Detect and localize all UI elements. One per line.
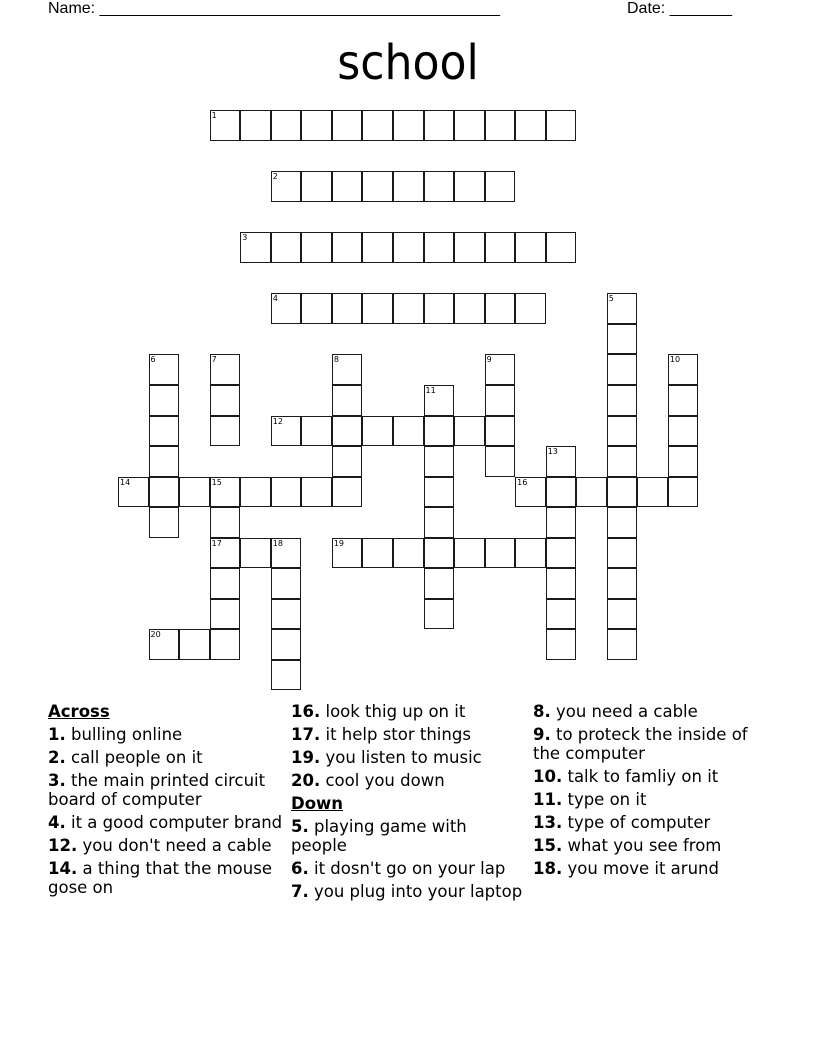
clue-text: cool you down bbox=[320, 771, 445, 790]
clue-text: you don't need a cable bbox=[77, 836, 272, 855]
grid-cell[interactable] bbox=[454, 171, 485, 202]
clue-number-label: 12. bbox=[48, 836, 78, 855]
grid-cell[interactable] bbox=[485, 354, 516, 385]
grid-cell[interactable] bbox=[332, 232, 363, 263]
grid-cell[interactable] bbox=[149, 354, 180, 385]
clue-column-3 bbox=[533, 702, 773, 882]
grid-cell[interactable] bbox=[454, 293, 485, 324]
grid-cell[interactable] bbox=[332, 538, 363, 569]
grid-cell[interactable] bbox=[607, 416, 638, 447]
grid-cell[interactable] bbox=[607, 568, 638, 599]
grid-cell[interactable] bbox=[271, 660, 302, 691]
clue-number-label: 8. bbox=[533, 702, 551, 721]
grid-cell[interactable] bbox=[607, 446, 638, 477]
grid-cell[interactable] bbox=[668, 416, 699, 447]
down-clue bbox=[533, 836, 773, 855]
clue-number: 6 bbox=[150, 355, 156, 365]
grid-cell[interactable] bbox=[393, 171, 424, 202]
across-clue bbox=[48, 836, 284, 855]
grid-cell[interactable] bbox=[607, 507, 638, 538]
clue-number: 4 bbox=[272, 294, 278, 304]
across-clue bbox=[48, 725, 284, 744]
grid-cell[interactable] bbox=[210, 416, 241, 447]
grid-cell[interactable] bbox=[240, 538, 271, 569]
clue-column-1 bbox=[48, 702, 284, 901]
grid-cell[interactable] bbox=[515, 232, 546, 263]
name-field-label: Name: _____________________________________________ bbox=[48, 0, 500, 17]
grid-cell[interactable] bbox=[332, 110, 363, 141]
grid-cell[interactable] bbox=[240, 232, 271, 263]
grid-cell[interactable] bbox=[210, 477, 241, 508]
grid-cell[interactable] bbox=[424, 232, 455, 263]
clue-number: 20 bbox=[150, 630, 161, 640]
grid-cell[interactable] bbox=[607, 477, 638, 508]
grid-cell[interactable] bbox=[424, 507, 455, 538]
clue-number: 13 bbox=[547, 447, 558, 457]
grid-cell[interactable] bbox=[179, 477, 210, 508]
grid-cell[interactable] bbox=[240, 110, 271, 141]
grid-cell[interactable] bbox=[546, 629, 577, 660]
grid-cell[interactable] bbox=[424, 477, 455, 508]
grid-cell[interactable] bbox=[454, 416, 485, 447]
clue-text: type of computer bbox=[562, 813, 711, 832]
clue-number: 15 bbox=[211, 477, 222, 487]
grid-cell[interactable] bbox=[271, 293, 302, 324]
grid-cell[interactable] bbox=[210, 599, 241, 630]
grid-cell[interactable] bbox=[515, 293, 546, 324]
grid-cell[interactable] bbox=[424, 171, 455, 202]
grid-cell[interactable] bbox=[546, 110, 577, 141]
clue-number-label: 3. bbox=[48, 771, 66, 790]
across-clue bbox=[48, 748, 284, 767]
grid-cell[interactable] bbox=[271, 110, 302, 141]
clue-column-2 bbox=[291, 702, 523, 905]
grid-cell[interactable] bbox=[546, 507, 577, 538]
down-clue bbox=[291, 817, 523, 855]
grid-cell[interactable] bbox=[210, 507, 241, 538]
down-clue bbox=[291, 859, 523, 878]
clue-number-label: 10. bbox=[533, 767, 563, 786]
grid-cell[interactable] bbox=[546, 446, 577, 477]
grid-cell[interactable] bbox=[362, 232, 393, 263]
clue-number: 8 bbox=[333, 355, 339, 365]
grid-cell[interactable] bbox=[271, 568, 302, 599]
clue-number-label: 9. bbox=[533, 725, 551, 744]
clue-number-label: 13. bbox=[533, 813, 563, 832]
clue-number-label: 17. bbox=[291, 725, 321, 744]
clue-number-label: 7. bbox=[291, 882, 309, 901]
clue-number: 16 bbox=[517, 477, 528, 487]
clue-text: you move it arund bbox=[562, 859, 719, 878]
grid-cell[interactable] bbox=[179, 629, 210, 660]
clue-number-label: 6. bbox=[291, 859, 309, 878]
grid-cell[interactable] bbox=[424, 416, 455, 447]
clue-text: the main printed circuit board of computer bbox=[48, 771, 266, 809]
puzzle-title: school bbox=[337, 35, 479, 91]
clue-text: talk to famliy on it bbox=[562, 767, 719, 786]
across-clue bbox=[291, 771, 523, 790]
grid-cell[interactable] bbox=[210, 629, 241, 660]
grid-cell[interactable] bbox=[454, 110, 485, 141]
clue-number: 19 bbox=[333, 538, 345, 548]
clue-text: playing game with people bbox=[291, 817, 467, 855]
clue-text: call people on it bbox=[65, 748, 203, 767]
down-clue bbox=[533, 859, 773, 878]
clue-number: 11 bbox=[425, 385, 436, 395]
grid-cell[interactable] bbox=[149, 416, 180, 447]
clue-text: you listen to music bbox=[320, 748, 482, 767]
across-heading: Across bbox=[48, 702, 110, 721]
clue-number-label: 20. bbox=[291, 771, 321, 790]
grid-cell[interactable] bbox=[332, 446, 363, 477]
grid-cell[interactable] bbox=[607, 629, 638, 660]
grid-cell[interactable] bbox=[485, 171, 516, 202]
grid-cell[interactable] bbox=[424, 446, 455, 477]
clue-text: type on it bbox=[562, 790, 647, 809]
grid-cell[interactable] bbox=[362, 110, 393, 141]
grid-cell[interactable] bbox=[332, 385, 363, 416]
grid-cell[interactable] bbox=[271, 416, 302, 447]
grid-cell[interactable] bbox=[301, 477, 332, 508]
grid-cell[interactable] bbox=[210, 354, 241, 385]
clue-text: look thig up on it bbox=[320, 702, 466, 721]
grid-cell[interactable] bbox=[424, 568, 455, 599]
grid-cell[interactable] bbox=[301, 293, 332, 324]
grid-cell[interactable] bbox=[301, 416, 332, 447]
clue-number: 2 bbox=[272, 172, 278, 182]
grid-cell[interactable] bbox=[485, 110, 516, 141]
grid-cell[interactable] bbox=[546, 538, 577, 569]
grid-cell[interactable] bbox=[546, 232, 577, 263]
grid-cell[interactable] bbox=[271, 232, 302, 263]
grid-cell[interactable] bbox=[362, 293, 393, 324]
down-clue bbox=[533, 767, 773, 786]
clue-text: to proteck the inside of the computer bbox=[533, 725, 748, 763]
grid-cell[interactable] bbox=[149, 507, 180, 538]
grid-cell[interactable] bbox=[515, 110, 546, 141]
grid-cell[interactable] bbox=[149, 385, 180, 416]
grid-cell[interactable] bbox=[393, 416, 424, 447]
clue-number: 10 bbox=[669, 355, 681, 365]
grid-cell[interactable] bbox=[149, 446, 180, 477]
clue-text: bulling online bbox=[65, 725, 183, 744]
grid-cell[interactable] bbox=[424, 110, 455, 141]
grid-cell[interactable] bbox=[393, 538, 424, 569]
grid-cell[interactable] bbox=[668, 354, 699, 385]
clue-number: 14 bbox=[120, 477, 131, 487]
grid-cell[interactable] bbox=[485, 416, 516, 447]
grid-cell[interactable] bbox=[485, 293, 516, 324]
clue-number-label: 11. bbox=[533, 790, 563, 809]
down-clue bbox=[291, 882, 523, 901]
grid-cell[interactable] bbox=[332, 171, 363, 202]
grid-cell[interactable] bbox=[668, 446, 699, 477]
grid-cell[interactable] bbox=[668, 477, 699, 508]
clue-number-label: 5. bbox=[291, 817, 309, 836]
grid-cell[interactable] bbox=[210, 538, 241, 569]
grid-cell[interactable] bbox=[240, 477, 271, 508]
grid-cell[interactable] bbox=[485, 232, 516, 263]
grid-cell[interactable] bbox=[576, 477, 607, 508]
clue-number-label: 1. bbox=[48, 725, 66, 744]
grid-cell[interactable] bbox=[301, 232, 332, 263]
across-clue bbox=[48, 771, 284, 809]
grid-cell[interactable] bbox=[424, 538, 455, 569]
clue-text: you plug into your laptop bbox=[308, 882, 523, 901]
grid-cell[interactable] bbox=[454, 232, 485, 263]
grid-cell[interactable] bbox=[485, 446, 516, 477]
grid-cell[interactable] bbox=[393, 293, 424, 324]
clue-number-label: 16. bbox=[291, 702, 321, 721]
down-heading: Down bbox=[291, 794, 344, 813]
grid-cell[interactable] bbox=[637, 477, 668, 508]
grid-cell[interactable] bbox=[424, 599, 455, 630]
clue-text: what you see from bbox=[562, 836, 722, 855]
grid-cell[interactable] bbox=[607, 385, 638, 416]
across-clue bbox=[48, 859, 284, 897]
grid-cell[interactable] bbox=[301, 110, 332, 141]
grid-cell[interactable] bbox=[362, 538, 393, 569]
grid-cell[interactable] bbox=[332, 293, 363, 324]
clue-number-label: 15. bbox=[533, 836, 563, 855]
grid-cell[interactable] bbox=[607, 538, 638, 569]
clue-number: 7 bbox=[211, 355, 217, 365]
grid-cell[interactable] bbox=[149, 477, 180, 508]
grid-cell[interactable] bbox=[393, 110, 424, 141]
clue-text: it help stor things bbox=[320, 725, 471, 744]
down-clue bbox=[533, 725, 773, 763]
grid-cell[interactable] bbox=[515, 538, 546, 569]
grid-cell[interactable] bbox=[362, 171, 393, 202]
grid-cell[interactable] bbox=[332, 354, 363, 385]
grid-cell[interactable] bbox=[607, 324, 638, 355]
down-clue bbox=[533, 702, 773, 721]
grid-cell[interactable] bbox=[118, 477, 149, 508]
clue-number-label: 18. bbox=[533, 859, 563, 878]
clue-number: 1 bbox=[211, 111, 217, 120]
grid-cell[interactable] bbox=[271, 171, 302, 202]
clue-text: it a good computer brand bbox=[65, 813, 283, 832]
across-clue bbox=[291, 748, 523, 767]
across-clue bbox=[291, 702, 523, 721]
grid-cell[interactable] bbox=[271, 629, 302, 660]
grid-cell[interactable] bbox=[271, 477, 302, 508]
grid-cell[interactable] bbox=[424, 293, 455, 324]
grid-cell[interactable] bbox=[668, 385, 699, 416]
grid-cell[interactable] bbox=[515, 477, 546, 508]
grid-cell[interactable] bbox=[210, 568, 241, 599]
grid-cell[interactable] bbox=[332, 416, 363, 447]
clue-number: 12 bbox=[272, 416, 283, 426]
down-clue bbox=[533, 790, 773, 809]
grid-cell[interactable] bbox=[546, 477, 577, 508]
clue-number: 5 bbox=[608, 294, 614, 304]
clue-number: 9 bbox=[486, 355, 492, 365]
grid-cell[interactable] bbox=[362, 416, 393, 447]
clue-number-label: 19. bbox=[291, 748, 321, 767]
grid-cell[interactable] bbox=[485, 385, 516, 416]
grid-cell[interactable] bbox=[607, 354, 638, 385]
grid-cell[interactable] bbox=[607, 293, 638, 324]
grid-cell[interactable] bbox=[149, 629, 180, 660]
clue-text: it dosn't go on your lap bbox=[308, 859, 506, 878]
grid-cell[interactable] bbox=[210, 385, 241, 416]
grid-cell[interactable] bbox=[546, 568, 577, 599]
clue-number: 3 bbox=[242, 233, 248, 243]
date-field-label: Date: _______ bbox=[627, 0, 732, 17]
grid-cell[interactable] bbox=[301, 171, 332, 202]
grid-cell[interactable] bbox=[271, 538, 302, 569]
clue-number-label: 14. bbox=[48, 859, 78, 878]
grid-cell[interactable] bbox=[332, 477, 363, 508]
grid-cell[interactable] bbox=[424, 385, 455, 416]
clue-number-label: 4. bbox=[48, 813, 66, 832]
down-clue bbox=[533, 813, 773, 832]
clue-number: 18 bbox=[272, 538, 283, 548]
grid-cell[interactable] bbox=[607, 599, 638, 630]
clue-text: a thing that the mouse gose on bbox=[48, 859, 272, 897]
grid-cell[interactable] bbox=[210, 110, 241, 141]
across-clue bbox=[291, 725, 523, 744]
clue-text: you need a cable bbox=[550, 702, 698, 721]
clue-number-label: 2. bbox=[48, 748, 66, 767]
across-clue bbox=[48, 813, 284, 832]
grid-cell[interactable] bbox=[546, 599, 577, 630]
grid-cell[interactable] bbox=[271, 599, 302, 630]
grid-cell[interactable] bbox=[454, 538, 485, 569]
clue-number: 17 bbox=[211, 538, 222, 548]
grid-cell[interactable] bbox=[393, 232, 424, 263]
grid-cell[interactable] bbox=[485, 538, 516, 569]
